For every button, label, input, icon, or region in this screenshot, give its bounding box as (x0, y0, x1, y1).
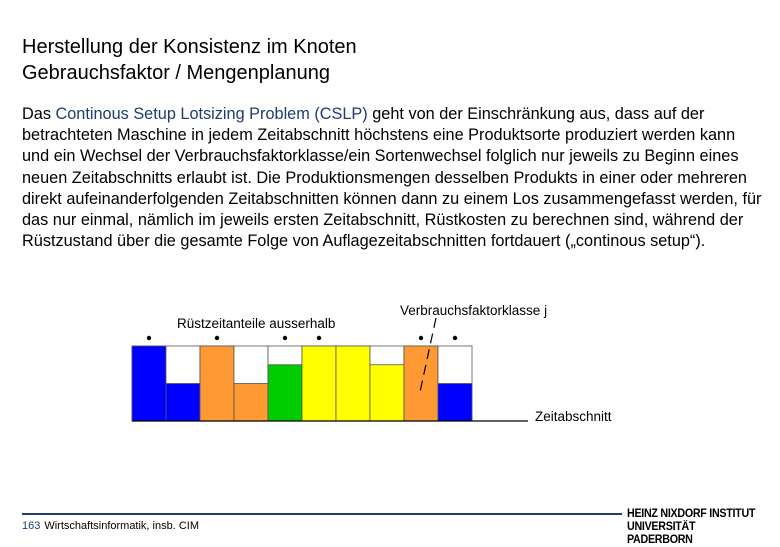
period-bar (268, 365, 302, 421)
footer-text (22, 520, 199, 532)
logo-line-1: HEINZ NIXDORF INSTITUT (627, 508, 756, 520)
setup-dot (453, 336, 457, 340)
period-bar (234, 384, 268, 422)
class-label: Verbrauchsfaktorklasse j (400, 303, 548, 318)
institute-logo (627, 508, 767, 547)
period-bar (370, 365, 404, 421)
period-bar (166, 384, 200, 422)
body-text-intro: Das (22, 105, 56, 123)
footer-rule (22, 513, 622, 515)
setup-dot (283, 336, 287, 340)
slide-title-line-2: Gebrauchsfaktor / Mengenplanung (22, 62, 330, 84)
body-text-rest: geht von der Einschränkung aus, dass auf der betrachteten Maschine in jedem Zeitabschnitt höchstens eine Produktsorte produziert werden kann und ein Wechsel der Verbrauchsfaktorklasse/ein Sortenwechsel folglich nur jeweils zu Beginn eines neuen Zeitabschnitts erlaubt ist. Die Produktionsmengen desselben Produkts in einer oder mehreren direkt aufeinanderfolgenden Zeitabschnitten können dann zu einem Los zusammengefasst werden, für das nur einmal, nämlich im jeweils ersten Zeitabschnitt, Rüstkosten zu berechnen sind, während der Rüstzustand über die gesamte Folge von Auflagezeitabschnitten fortdauert („continous setup“). (22, 105, 762, 251)
setup-dot (147, 336, 151, 340)
slide-title-line-1: Herstellung der Konsistenz im Knoten (22, 36, 357, 58)
setup-label: Rüstzeitanteile ausserhalb (177, 316, 336, 331)
setup-dot (317, 336, 321, 340)
setup-dot (419, 336, 423, 340)
period-bars (132, 346, 472, 421)
setup-dots (147, 336, 457, 340)
body-highlight-cslp: Continous Setup Lotsizing Problem (CSLP) (55, 105, 368, 123)
axis-label: Zeitabschnitt (535, 409, 612, 424)
course-name: Wirtschaftsinformatik, insb. CIM (44, 520, 199, 532)
setup-dot (215, 336, 219, 340)
period-bar (438, 384, 472, 422)
logo-line-2: UNIVERSITÄT PADERBORN (627, 521, 696, 546)
period-bar (132, 346, 166, 421)
page-number: 163 (22, 520, 41, 532)
period-bar (336, 346, 370, 421)
period-bar (302, 346, 336, 421)
period-bar (404, 346, 438, 421)
period-bar (200, 346, 234, 421)
